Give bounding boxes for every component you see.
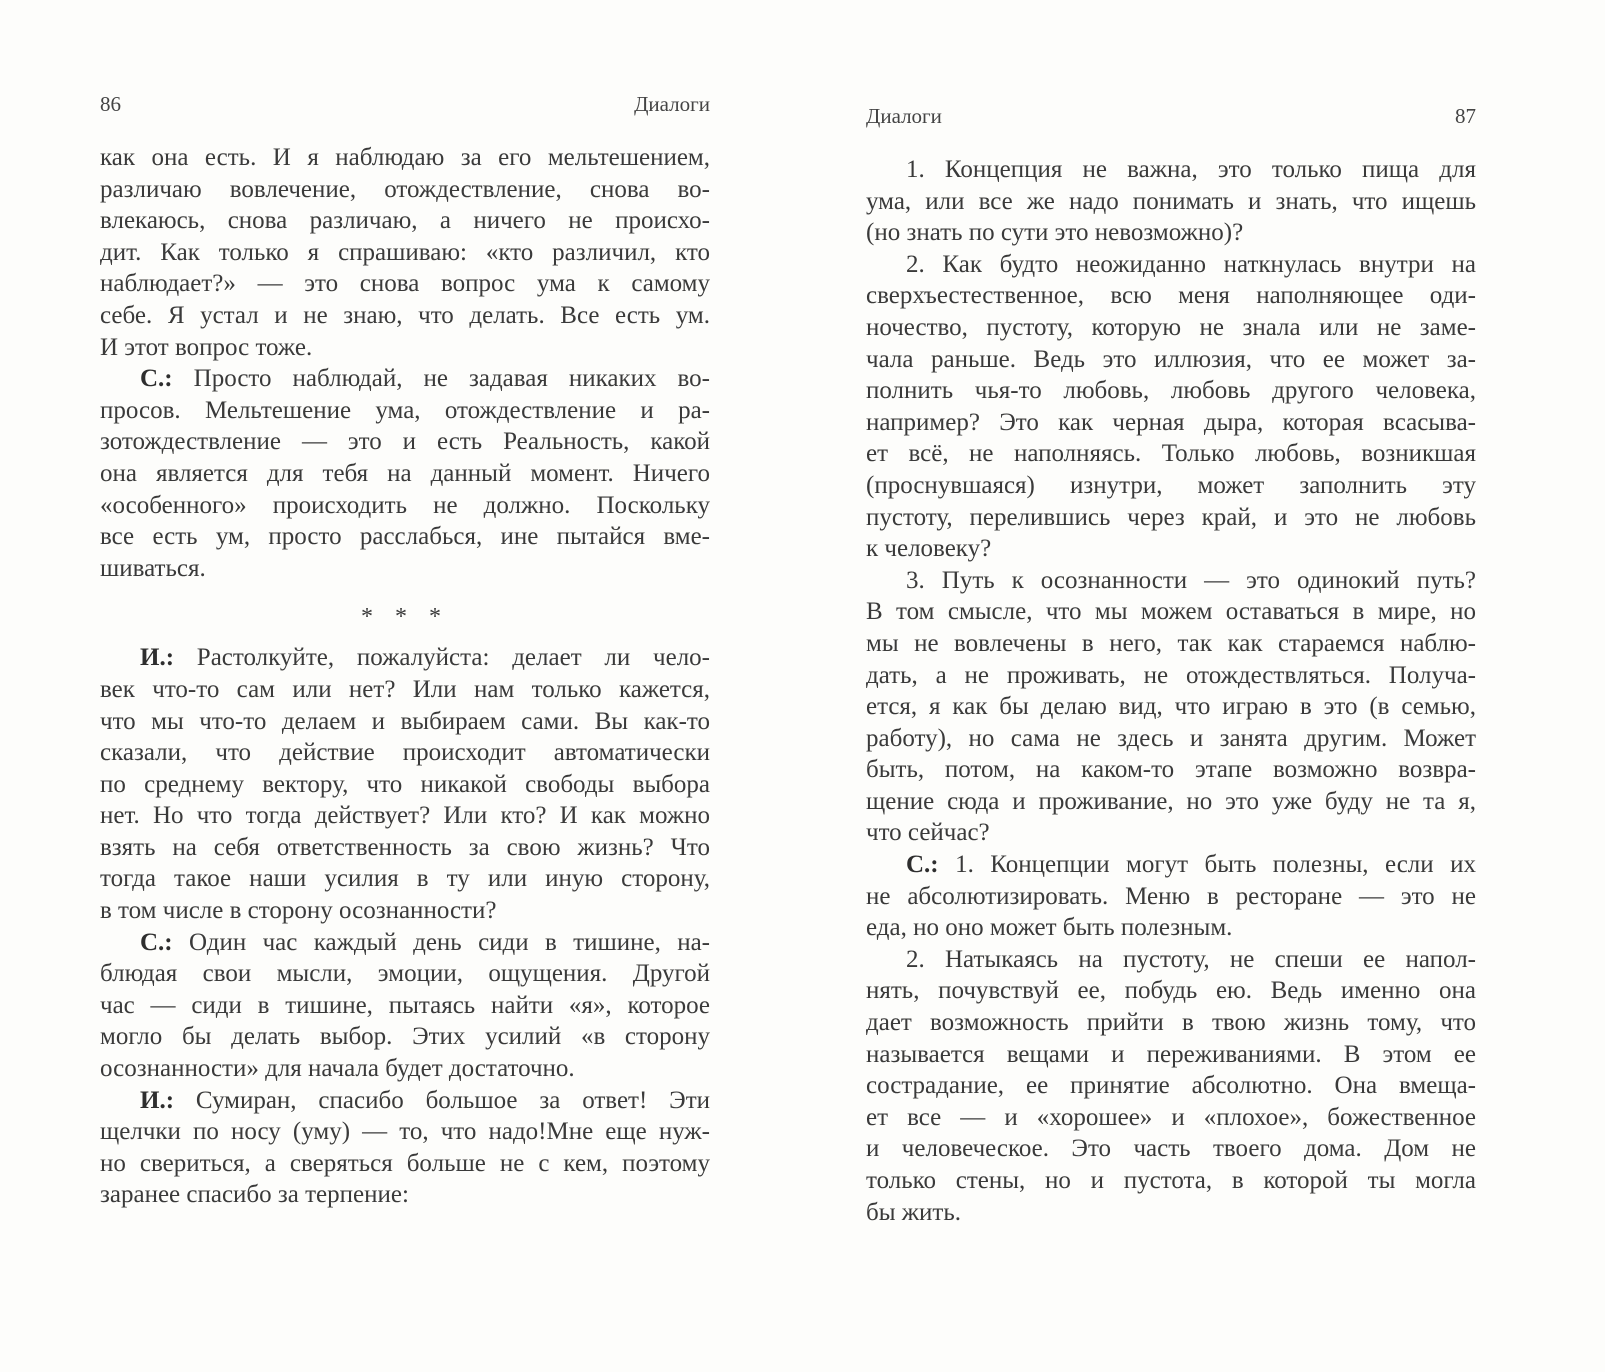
text-line [100,426,710,458]
line-text: осознанности» для начала будет достаточно. [100,1055,575,1083]
text-line [866,1165,1476,1197]
speaker-label: И.: [140,1086,175,1114]
text-line [100,553,710,585]
text-line [100,1148,710,1180]
text-line [866,975,1476,1007]
speaker-label: С.: [906,851,939,879]
text-line [866,438,1476,470]
text-line [100,237,710,269]
line-text: заранее спасибо за терпение: [100,1181,409,1209]
text-line [866,1197,1476,1229]
line-text: пустоту, перелившись через край, и это не любовь [866,503,1476,531]
text-line [100,205,710,237]
line-text: В том смысле, что мы можем оставаться в мире, но [866,598,1476,626]
line-text: ется, я как бы делаю вид, что играю в это (в семью, [866,693,1476,721]
line-text: блюдая свои мысли, эмоции, ощущения. Другой [100,960,710,988]
paragraph [100,927,710,1085]
text-line [866,912,1476,944]
text-line [866,1070,1476,1102]
paragraph [100,642,710,926]
line-text: различаю вовлечение, отождествление, снова во- [100,175,710,203]
line-text: влекаюсь, снова различаю, а ничего не происхо- [100,207,710,235]
text-line [100,1179,710,1211]
line-text: полнить чья-то любовь, любовь другого человека, [866,377,1476,405]
line-text: и человеческое. Это часть твоего дома. Дом не [866,1135,1476,1163]
line-text: не абсолютизировать. Меню в ресторане — это не [866,882,1476,910]
text-line [866,723,1476,755]
text-line [100,395,710,427]
line-text: нять, почувствуй ее, побудь ею. Ведь именно она [866,977,1476,1005]
line-text: ночество, пустоту, которую не знала или не заме- [866,313,1476,341]
text-line [100,674,710,706]
text-line [100,832,710,864]
paragraph [866,249,1476,565]
line-text: взять на себя ответственность за свою жизнь? Что [100,833,710,861]
text-line [866,628,1476,660]
speaker-label: С.: [140,928,173,956]
section-separator: * * * [361,604,449,631]
paragraph [100,363,710,584]
line-text: что сейчас? [866,819,990,847]
left-page [100,92,710,1211]
text-line [100,1116,710,1148]
line-text: называется вещами и переживаниями. В этом ее [866,1040,1476,1068]
line-text: И этот вопрос тоже. [100,333,313,361]
text-line [866,375,1476,407]
line-text: «особенного» происходить не должно. Поскольку [100,491,710,519]
text-line [866,596,1476,628]
text-line [100,363,710,395]
speaker-label: И.: [140,644,175,672]
line-text: к человеку? [866,535,992,563]
text-line [100,1021,710,1053]
text-line [100,490,710,522]
line-text: 2. Как будто неожиданно наткнулась внутри на [906,250,1476,278]
line-text: сверхъестественное, всю меня наполняющее оди- [866,282,1476,310]
text-line [866,533,1476,565]
line-text: Растолкуйте, пожалуйста: делает ли чело- [174,644,710,672]
line-text: в том числе в сторону осознанности? [100,897,497,925]
line-text: (проснувшаяся) изнутри, может заполнить эту [866,471,1476,499]
line-text: наблюдает?» — это снова вопрос ума к самому [100,270,710,298]
text-line [866,470,1476,502]
page-body [100,142,710,1211]
text-line [866,565,1476,597]
right-page [866,104,1476,1228]
paragraph [866,565,1476,849]
line-text: Просто наблюдай, не задавая никаких во- [172,365,710,393]
paragraph [100,142,710,363]
text-line [866,660,1476,692]
text-line [100,1053,710,1085]
text-line [866,849,1476,881]
text-line [866,154,1476,186]
text-line [866,312,1476,344]
text-line [866,186,1476,218]
line-text: сказали, что действие происходит автоматически [100,739,710,767]
text-line [866,1102,1476,1134]
text-line [866,344,1476,376]
line-text: тогда такое наши усилия в ту или иную сторону, [100,865,710,893]
line-text: себе. Я устал и не знаю, что делать. Все есть ум. [100,301,710,329]
paragraph [866,154,1476,249]
text-line [100,142,710,174]
line-text: шиваться. [100,554,206,582]
text-line [100,800,710,832]
text-line [100,895,710,927]
text-line [866,407,1476,439]
line-text: зотождествление — это и есть Реальность, какой [100,428,710,456]
text-line [866,754,1476,786]
line-text: (но знать по сути это невозможно)? [866,219,1244,247]
text-line [866,786,1476,818]
line-text: 1. Концепции могут быть полезны, если их [938,851,1476,879]
line-text: 1. Концепция не важна, это только пища для [906,156,1476,183]
line-text: она является для тебя на данный момент. Ничего [100,459,710,487]
running-head-title: Диалоги [634,92,710,116]
text-line [866,1007,1476,1039]
line-text: просов. Мельтешение ума, отождествление и ра- [100,396,710,424]
text-line [100,863,710,895]
text-line [100,332,710,364]
line-text: как она есть. И я наблюдаю за его мельтешением, [100,144,710,171]
line-text: дать, а не проживать, не отождествляться. Получа- [866,661,1476,689]
line-text: нет. Но что тогда действует? Или кто? И как можно [100,802,710,830]
line-text: 3. Путь к осознанности — это одинокий путь? [906,566,1476,594]
text-line [100,521,710,553]
line-text: щелчки по носу (уму) — то, что надо!Мне еще нуж- [100,1118,710,1146]
text-line [866,1039,1476,1071]
page-body [866,154,1476,1228]
text-line [100,642,710,674]
text-line [866,944,1476,976]
line-text: Сумиран, спасибо большое за ответ! Эти [174,1086,710,1114]
line-text: чала раньше. Ведь это иллюзия, что ее может за- [866,345,1476,373]
text-line [100,300,710,332]
line-text: ет все — и «хорошее» и «плохое», божественное [866,1103,1476,1131]
running-header [100,92,710,125]
line-text: быть, потом, на каком-то этапе возможно возвра- [866,756,1476,784]
text-line [866,817,1476,849]
text-line [866,280,1476,312]
text-line [100,174,710,206]
text-line [100,737,710,769]
line-text: ума, или все же надо понимать и знать, что ищешь [866,187,1476,215]
text-line [866,217,1476,249]
text-line [866,881,1476,913]
paragraph [100,1085,710,1211]
line-text: например? Это как черная дыра, которая всасыва- [866,408,1476,436]
page-number: 87 [1455,104,1476,128]
line-text: но свериться, а сверяться больше не с кем, поэтому [100,1149,710,1177]
line-text: 2. Натыкаясь на пустоту, не спеши ее напол- [906,945,1476,973]
line-text: ет всё, не наполняясь. Только любовь, возникшая [866,440,1476,468]
line-text: что мы что-то делаем и выбираем сами. Вы как-то [100,707,710,735]
line-text: дит. Как только я спрашиваю: «кто различил, кто [100,238,710,266]
line-text: еда, но оно может быть полезным. [866,914,1233,942]
line-text: бы жить. [866,1198,961,1226]
text-line [100,1085,710,1117]
line-text: щение сюда и проживание, но это уже буду не та я, [866,787,1476,815]
text-line [866,249,1476,281]
text-line [100,990,710,1022]
text-line [100,458,710,490]
line-text: только стены, но и пустота, в которой ты могла [866,1167,1476,1194]
line-text: работу), но сама не здесь и занята другим. Может [866,724,1476,752]
text-line [866,1133,1476,1165]
line-text: Один час каждый день сиди в тишине, на- [172,928,710,956]
text-line [866,502,1476,534]
running-head-title: Диалоги [866,104,942,128]
text-line [866,691,1476,723]
line-text: час — сиди в тишине, пытаясь найти «я», которое [100,991,710,1019]
speaker-label: С.: [140,365,173,393]
paragraph [866,944,1476,1228]
text-line [100,268,710,300]
text-line [100,958,710,990]
page-number: 86 [100,92,121,116]
line-text: дает возможность прийти в твою жизнь тому, что [866,1009,1476,1037]
line-text: век что-то сам или нет? Или нам только кажется, [100,675,710,703]
line-text: все есть ум, просто расслабься, ине пытайся вме- [100,523,710,551]
text-line [100,706,710,738]
running-header [866,104,1476,137]
paragraph [866,849,1476,944]
line-text: мы не вовлечены в него, так как стараемся наблю- [866,629,1476,657]
line-text: сострадание, ее принятие абсолютно. Она вмеща- [866,1072,1476,1100]
text-line [100,927,710,959]
line-text: по среднему вектору, что никакой свободы выбора [100,770,710,798]
line-text: могло бы делать выбор. Этих усилий «в сторону [100,1023,710,1051]
text-line [100,769,710,801]
